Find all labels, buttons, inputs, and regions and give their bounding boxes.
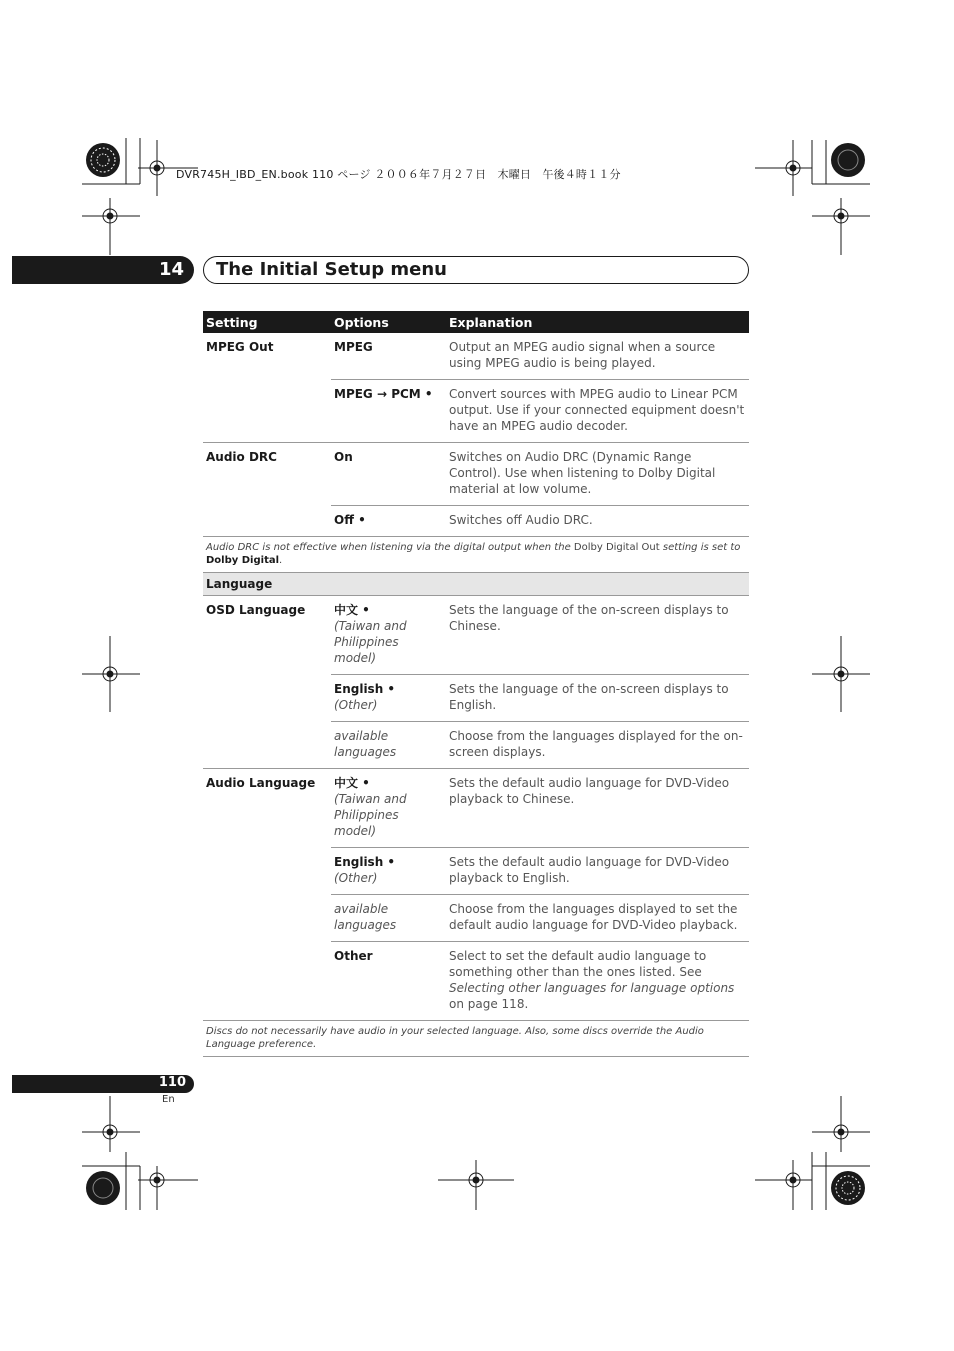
column-header: Setting <box>203 311 331 333</box>
drc-note: Audio DRC is not effective when listening via the digital output when the Dolby Digital Out setting is set to Dolby Digital. <box>203 537 749 573</box>
option-label: English • <box>334 682 396 696</box>
option-explanation: Sets the language of the on-screen displays to English. <box>446 675 749 722</box>
language-note: Discs do not necessarily have audio in your selected language. Also, some discs override the Audio Language preference. <box>203 1021 749 1057</box>
section-row <box>203 573 749 596</box>
option-explanation: Choose from the languages displayed to set the default audio language for DVD-Video playback. <box>446 895 749 942</box>
option-explanation: Output an MPEG audio signal when a source using MPEG audio is being played. <box>449 340 716 370</box>
option-explanation: Choose from the languages displayed for the on-screen displays. <box>446 722 749 769</box>
file-info-line: DVR745H_IBD_EN.book 110 ページ ２００６年７月２７日 木曜日 午後４時１１分 <box>176 168 621 181</box>
table-row <box>203 333 749 380</box>
page-number-tab <box>12 1075 194 1093</box>
setting-name: Audio Language <box>203 769 331 1021</box>
page-language: En <box>162 1094 175 1105</box>
option-sub: (Other) <box>334 698 378 712</box>
option-explanation: Select to set the default audio language to something other than the ones listed. See Selecting other languages for language options on page 118. <box>446 942 749 1021</box>
table-row <box>203 769 749 848</box>
language-section-label: Language <box>203 573 749 596</box>
option-explanation: Convert sources with MPEG audio to Linear PCM output. Use if your connected equipment doesn't have an MPEG audio decoder. <box>446 380 749 443</box>
option-label: 中文 • <box>334 776 370 790</box>
option-explanation: Sets the default audio language for DVD-Video playback to Chinese. <box>446 769 749 848</box>
chapter-title-box <box>203 256 749 284</box>
column-header: Options <box>331 311 446 333</box>
cross-reference: Selecting other languages for language options <box>449 981 735 995</box>
option-label: 中文 • <box>334 603 370 617</box>
setting-name: MPEG Out <box>206 340 274 354</box>
note-row <box>203 1021 749 1057</box>
option-label: English • <box>334 855 396 869</box>
option-label: Other <box>334 949 373 963</box>
option-label: Off • <box>334 513 366 527</box>
setting-name: Audio DRC <box>203 443 331 537</box>
chapter-number: 14 <box>158 259 184 280</box>
option-sub: (Taiwan and Philippines model) <box>334 619 407 665</box>
chapter-title: The Initial Setup menu <box>216 259 447 280</box>
chapter-tab <box>12 256 194 284</box>
option-explanation: Switches on Audio DRC (Dynamic Range Control). Use when listening to Dolby Digital material at low volume. <box>446 443 749 506</box>
option-label: MPEG <box>334 340 373 354</box>
option-label: MPEG → PCM • <box>334 387 433 401</box>
option-sub: (Taiwan and Philippines model) <box>334 792 407 838</box>
option-sub: (Other) <box>334 871 378 885</box>
option-label: available languages <box>334 729 397 759</box>
option-explanation: Sets the language of the on-screen displays to Chinese. <box>449 603 729 633</box>
settings-table <box>203 311 749 1057</box>
option-explanation: Sets the default audio language for DVD-Video playback to English. <box>446 848 749 895</box>
setting-name: OSD Language <box>206 603 306 617</box>
note-row <box>203 537 749 573</box>
column-header: Explanation <box>446 311 749 333</box>
option-explanation: Switches off Audio DRC. <box>446 506 749 537</box>
option-label: On <box>334 450 353 464</box>
page-number: 110 <box>158 1075 186 1090</box>
table-header-row <box>203 311 749 333</box>
table-row <box>203 596 749 675</box>
option-label: available languages <box>334 902 397 932</box>
table-row <box>203 443 749 506</box>
